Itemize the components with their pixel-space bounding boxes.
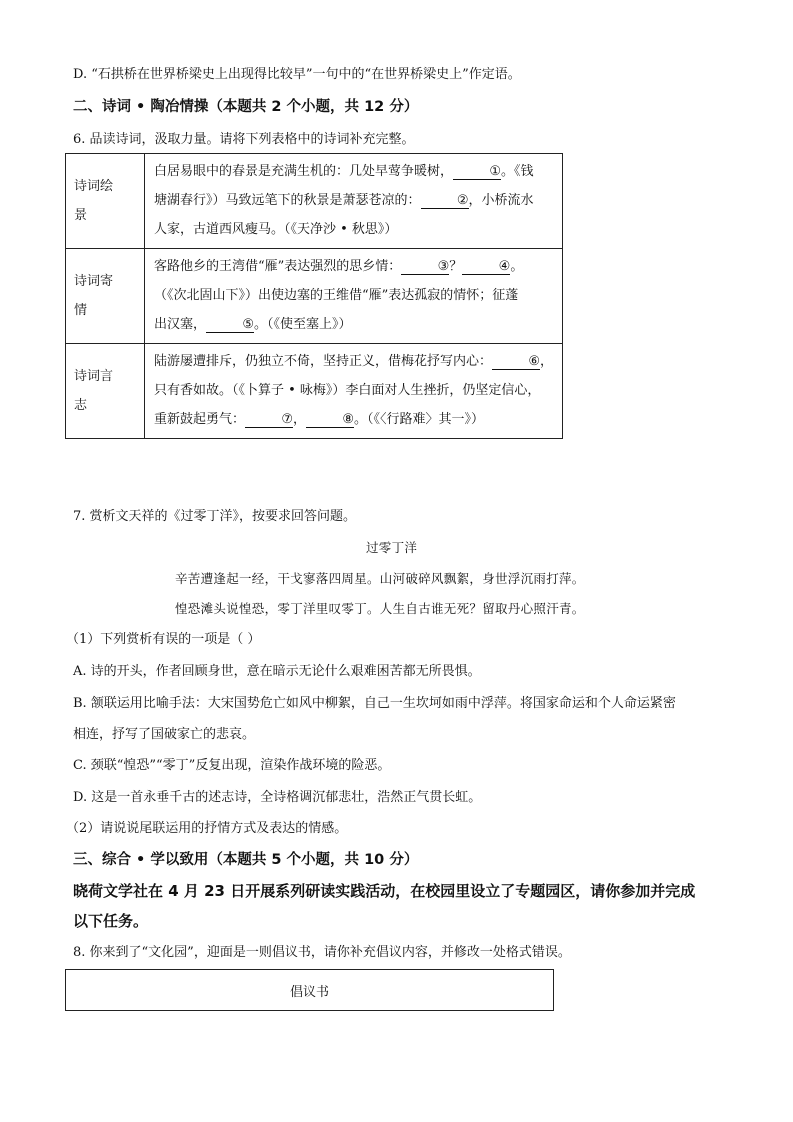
option-d: D. 这是一首永垂千古的述志诗，全诗格调沉郁悲壮，浩然正气贯长虹。 bbox=[73, 790, 482, 805]
sub-question-2: （2）请说说尾联运用的抒情方式及表达的情感。 bbox=[66, 821, 348, 836]
table-row bbox=[66, 154, 563, 249]
fill-blank-2[interactable]: ② bbox=[421, 193, 469, 209]
question-8-prompt: 8. 你来到了“文化园”，迎面是一则倡议书，请你补充倡议内容，并修改一处格式错误。 bbox=[73, 945, 571, 960]
category-label: 诗词绘 bbox=[74, 179, 114, 194]
sub-question-1: （1）下列赏析有误的一项是（ ） bbox=[66, 632, 261, 647]
poetry-table bbox=[65, 153, 563, 439]
content-cell: 白居易眼中的春景是充满生机的：几处早莺争暖树， ①。《钱 塘湖春行》）马致远笔下的秋景是萧瑟苍凉的： ②，小桥流水 人家，古道西风瘦马。（《天净沙 • 秋思》） bbox=[145, 154, 563, 249]
category-cell bbox=[66, 154, 145, 249]
content-text: 出汉塞， bbox=[154, 317, 207, 332]
content-text: 白居易眼中的春景是充满生机的：几处早莺争暖树， bbox=[154, 164, 454, 179]
fill-blank-3[interactable]: ③ bbox=[401, 259, 449, 275]
category-label: 景 bbox=[74, 208, 88, 223]
category-cell bbox=[66, 249, 145, 344]
option-b-continued: 相连，抒写了国破家亡的悲哀。 bbox=[73, 727, 256, 742]
option-a: A. 诗的开头，作者回顾身世，意在暗示无论什么艰难困苦都无所畏惧。 bbox=[73, 664, 481, 679]
category-label: 诗词言 bbox=[74, 369, 114, 384]
content-text: 客路他乡的王湾借“雁”表达强烈的思乡情： bbox=[154, 259, 402, 274]
content-text: 重新鼓起勇气： bbox=[154, 412, 246, 427]
fill-blank-7[interactable]: ⑦ bbox=[245, 412, 293, 428]
question-7-prompt: 7. 赏析文天祥的《过零丁洋》，按要求回答问题。 bbox=[73, 509, 357, 524]
section-3-intro-continued: 以下任务。 bbox=[73, 912, 149, 930]
option-c: C. 颈联“惶恐”“零丁”反复出现，渲染作战环境的险恶。 bbox=[73, 758, 391, 773]
table-row bbox=[66, 249, 563, 344]
content-text: 人家，古道西风瘦马。（《天净沙 • 秋思》） bbox=[154, 222, 398, 237]
fill-blank-1[interactable]: ① bbox=[453, 164, 501, 180]
option-b: B. 颔联运用比喻手法：大宋国势危亡如风中柳絮，自己一生坎坷如雨中浮萍。将国家命运和个人命运紧密 bbox=[73, 696, 676, 711]
question-6-prompt: 6. 品读诗词，汲取力量。请将下列表格中的诗词补充完整。 bbox=[73, 132, 415, 147]
content-cell: 客路他乡的王湾借“雁”表达强烈的思乡情： ③？ ④。 （《次北固山下》）出使边塞的王维借“雁”表达孤寂的情怀；征蓬 出汉塞， ⑤。（《使至塞上》） bbox=[145, 249, 563, 344]
table-row bbox=[66, 344, 563, 439]
fill-blank-4[interactable]: ④ bbox=[462, 259, 510, 275]
category-label: 诗词寄 bbox=[74, 274, 114, 289]
content-cell: 陆游屡遭排斥，仍独立不倚，坚持正义，借梅花抒写内心： ⑥， 只有香如故。（《卜算子 • 咏梅》）李白面对人生挫折，仍坚定信心， 重新鼓起勇气： ⑦， ⑧。（《〈行路难〉其一》） bbox=[145, 344, 563, 439]
content-text: 只有香如故。（《卜算子 • 咏梅》）李白面对人生挫折，仍坚定信心， bbox=[154, 383, 541, 398]
fill-blank-8[interactable]: ⑧ bbox=[306, 412, 354, 428]
content-text: 陆游屡遭排斥，仍独立不倚，坚持正义，借梅花抒写内心： bbox=[154, 354, 493, 369]
section-3-heading: 三、综合 • 学以致用（本题共 5 个小题，共 10 分） bbox=[73, 852, 419, 868]
content-text: （《次北固山下》）出使边塞的王维借“雁”表达孤寂的情怀；征蓬 bbox=[154, 288, 519, 303]
poem-title: 过零丁洋 bbox=[366, 540, 418, 555]
option-d-text: D. “石拱桥在世界桥梁史上出现得比较早”一句中的“在世界桥梁史上”作定语。 bbox=[73, 67, 521, 82]
category-label: 情 bbox=[74, 303, 88, 318]
category-label: 志 bbox=[74, 398, 88, 413]
poem-line: 惶恐滩头说惶恐，零丁洋里叹零丁。人生自古谁无死？留取丹心照汗青。 bbox=[175, 601, 585, 616]
section-2-heading: 二、诗词 • 陶冶情操（本题共 2 个小题，共 12 分） bbox=[73, 99, 419, 115]
proposal-box bbox=[65, 969, 554, 1011]
category-cell bbox=[66, 344, 145, 439]
proposal-title: 倡议书 bbox=[289, 985, 329, 1000]
poem-line: 辛苦遭逢起一经，干戈寥落四周星。山河破碎风飘絮，身世浮沉雨打萍。 bbox=[175, 571, 585, 586]
section-3-intro: 晓荷文学社在 4 月 23 日开展系列研读实践活动，在校园里设立了专题园区，请你参加并完成 bbox=[73, 882, 696, 900]
fill-blank-5[interactable]: ⑤ bbox=[206, 317, 254, 333]
fill-blank-6[interactable]: ⑥ bbox=[492, 354, 540, 370]
content-text: 塘湖春行》）马致远笔下的秋景是萧瑟苍凉的： bbox=[154, 193, 421, 208]
